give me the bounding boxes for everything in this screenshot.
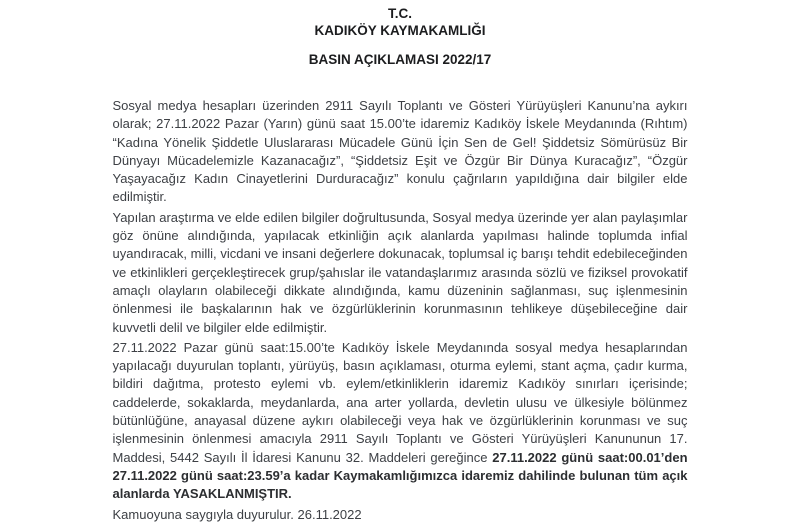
document-header [113,5,688,68]
paragraph-social-media-calls: Sosyal medya hesapları üzerinden 2911 Sayılı Toplantı ve Gösteri Yürüyüşleri Kanunu’na aykırı olarak; 27.11.2022 Pazar (Yarın) günü saat 15.00’te idaremiz Kadıköy İskele Meydanında (Rıhtım) “Kadına Yönelik Şiddetle Uluslararası Mücadele Günü İçin Sen de Gel! Şiddetsiz Sömürüsüz Bir Dünyayı Mücadelemizle Kazanacağız”, “Şiddetsiz Eşit ve Özgür Bir Dünya Kuracağız”, “Özgür Yaşayacağız Kadın Cinayetlerini Durduracağız” konulu çağrıların yapıldığına dair bilgiler elde edilmiştir. [112,98,688,205]
document-body [113,97,688,524]
paragraph-ban-decision [113,339,688,504]
ban-decision-regular-text: 27.11.2022 Pazar günü saat:15.00’te Kadıköy İskele Meydanında sosyal medya hesaplarından yapılacağı duyurulan toplantı, yürüyüş, basın açıklaması, oturma eylemi, stant açma, çadır kurma, bildiri dağıtma, protesto eylemi vb. eylem/etkinliklerin idaremiz Kadıköy sınırları içerisinde; caddelerde, sokaklarda, meydanlarda, ana arter yollarda, devletin ulusu ve ülkesiyle bölünmez bütünlüğüne, anayasal düzene aykırı olabileceği veya hak ve özgürlüklerinin korunması ve suç işlenmesinin önlenmesi amacıyla 2911 Sayılı Toplantı ve Gösteri Yürüyüşleri Kanununun 17. Maddesi, 5442 Sayılı İl İdaresi Kanunu 32. Maddeleri gereğince [112,339,688,465]
press-release-document [113,5,688,524]
ban-decision-bold-text: 27.11.2022 günü saat:00.01’den 27.11.2022 günü saat:23.59’a kadar Kaymakamlığımızca idaremiz dahilinde bulunan tüm açık alanlarda YASAKLANMIŞTIR. [112,449,688,502]
closing-announcement-line: Kamuoyuna saygıyla duyurulur. 26.11.2022 [112,506,362,522]
header-institution-name: KADIKÖY KAYMAKAMLIĞI [314,23,486,38]
document-title: BASIN AÇIKLAMASI 2022/17 [308,52,492,67]
paragraph-risk-assessment: Yapılan araştırma ve elde edilen bilgiler doğrultusunda, Sosyal medya üzerinde yer alan paylaşımlar göz önüne alındığında, yapılacak etkinliğin açık alanlarda yapılması halinde toplumda infial uyandıracak, milli, vicdani ve insani değerlere dokunacak, toplumsal iç barışı tehdit edebileceğinden ve etkinlikleri gerçekleştirecek grup/şahıslar ile vatandaşlarımız arasında sözlü ve fiziksel provokatif amaçlı olayların olabileceği dikkate alındığında, kamu düzeninin sağlanması, suç işlenmesinin önlenmesi ile başkalarının hak ve özgürlüklerinin korunmasının tehlikeye düşebileceğine dair kuvvetli delil ve bilgiler elde edilmiştir. [112,209,688,335]
header-state-abbrev: T.C. [387,6,412,21]
